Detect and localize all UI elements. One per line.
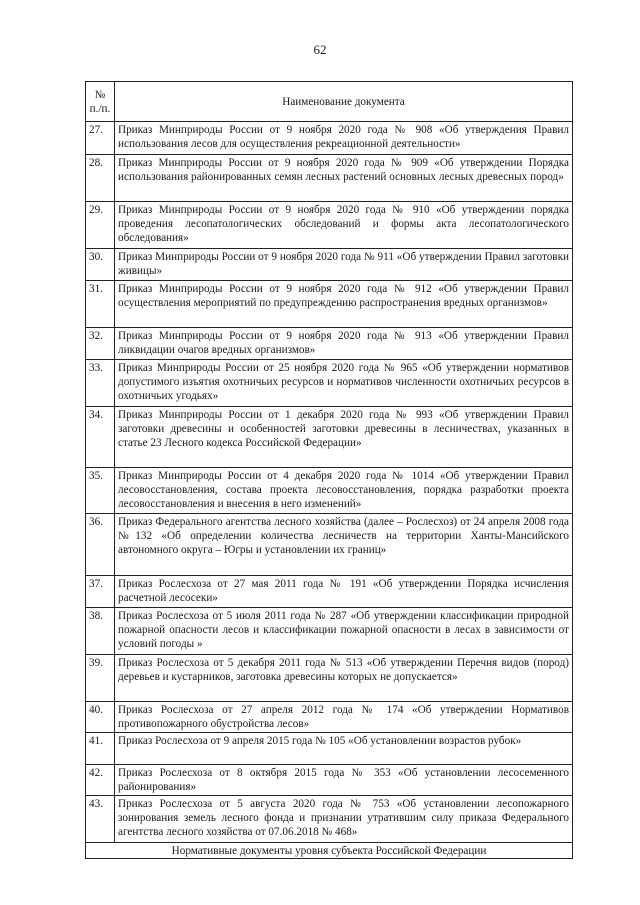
header-number: № п./п. xyxy=(86,82,115,122)
row-number: 35. xyxy=(86,468,115,514)
table-row xyxy=(86,249,573,281)
row-document: Приказ Минприроды России от 9 ноября 2020 года № 913 «Об утверждении Правил ликвидации очагов вредных организмов» xyxy=(115,328,573,360)
table-row xyxy=(86,328,573,360)
table-row xyxy=(86,608,573,655)
row-document: Приказ Рослесхоза от 8 октября 2015 года № 353 «Об установлении лесосеменного районирования» xyxy=(115,765,573,796)
table-footer-row xyxy=(86,843,573,859)
row-number: 42. xyxy=(86,765,115,796)
table-row xyxy=(86,122,573,155)
row-document: Приказ Минприроды России от 4 декабря 2020 года № 1014 «Об утверждении Правил лесовосстановления, состава проекта лесовосстановления, порядка разработки проекта лесовосстановления и внесения в него изменений» xyxy=(115,468,573,514)
row-number: 34. xyxy=(86,407,115,468)
table-row xyxy=(86,655,573,702)
table-row xyxy=(86,765,573,796)
table-row xyxy=(86,155,573,202)
row-document: Приказ Минприроды России от 9 ноября 2020 года № 908 «Об утверждения Правил использования лесов для осуществления рекреационной деятельности» xyxy=(115,122,573,155)
row-number: 43. xyxy=(86,796,115,843)
row-document: Приказ Минприроды России от 25 ноября 2020 года № 965 «Об утверждении нормативов допустимого изъятия охотничьих ресурсов и нормативов численности охотничьих ресурсов в охотничьих угодьях» xyxy=(115,360,573,407)
row-number: 38. xyxy=(86,608,115,655)
row-number: 27. xyxy=(86,122,115,155)
page-number: 62 xyxy=(313,42,327,57)
row-document: Приказ Рослесхоза от 9 апреля 2015 года № 105 «Об установлении возрастов рубок» xyxy=(115,733,573,765)
row-document: Приказ Минприроды России от 1 декабря 2020 года № 993 «Об утверждении Правил заготовки древесины и особенностей заготовки древесины в лесничествах, указанных в статье 23 Лесного кодекса Российской Федерации» xyxy=(115,407,573,468)
table-row xyxy=(86,702,573,733)
row-number: 32. xyxy=(86,328,115,360)
table-row xyxy=(86,468,573,514)
header-document-name: Наименование документа xyxy=(115,82,573,122)
table-row xyxy=(86,576,573,608)
row-number: 33. xyxy=(86,360,115,407)
row-number: 28. xyxy=(86,155,115,202)
table-row xyxy=(86,202,573,249)
row-number: 37. xyxy=(86,576,115,608)
row-number: 36. xyxy=(86,514,115,576)
documents-table xyxy=(85,81,573,859)
table-row xyxy=(86,281,573,328)
table-header-row xyxy=(86,82,573,122)
table-body xyxy=(86,122,573,859)
row-number: 30. xyxy=(86,249,115,281)
row-document: Приказ Федерального агентства лесного хозяйства (далее – Рослесхоз) от 24 апреля 2008 года №132 «Об определении количества лесничеств на территории Ханты-Мансийского автономного округа – Югры и установлении их границ» xyxy=(115,514,573,576)
row-document: Приказ Рослесхоза от 27 апреля 2012 года № 174 «Об утверждении Нормативов противопожарного обустройства лесов» xyxy=(115,702,573,733)
row-document: Приказ Минприроды России от 9 ноября 2020 года № 911 «Об утверждении Правил заготовки живицы» xyxy=(115,249,573,281)
row-number: 40. xyxy=(86,702,115,733)
table-row xyxy=(86,514,573,576)
section-footer: Нормативные документы уровня субъекта Российской Федерации xyxy=(86,843,573,859)
table-row xyxy=(86,360,573,407)
row-document: Приказ Минприроды России от 9 ноября 2020 года № 912 «Об утверждении Правил осуществления мероприятий по предупреждению распространения вредных организмов» xyxy=(115,281,573,328)
row-document: Приказ Минприроды России от 9 ноября 2020 года № 909 «Об утверждении Порядка использования районированных семян лесных растений основных лесных древесных пород» xyxy=(115,155,573,202)
table-row xyxy=(86,796,573,843)
row-number: 39. xyxy=(86,655,115,702)
row-document: Приказ Минприроды России от 9 ноября 2020 года № 910 «Об утверждении порядка проведения лесопатологических обследований и формы акта лесопатологического обследования» xyxy=(115,202,573,249)
row-number: 31. xyxy=(86,281,115,328)
row-document: Приказ Рослесхоза от 5 июля 2011 года № 287 «Об утверждении классификации природной пожарной опасности лесов и классификации пожарной опасности в лесах в зависимости от условий погоды » xyxy=(115,608,573,655)
row-number: 41. xyxy=(86,733,115,765)
row-document: Приказ Рослесхоза от 5 декабря 2011 года № 513 «Об утверждении Перечня видов (пород) деревьев и кустарников, заготовка древесины которых не допускается» xyxy=(115,655,573,702)
row-document: Приказ Рослесхоза от 27 мая 2011 года № 191 «Об утверждении Порядка исчисления расчетной лесосеки» xyxy=(115,576,573,608)
table-row xyxy=(86,407,573,468)
row-number: 29. xyxy=(86,202,115,249)
row-document: Приказ Рослесхоза от 5 августа 2020 года № 753 «Об установлении лесопожарного зонирования земель лесного фонда и признании утратившим силу приказа Федерального агентства лесного хозяйства от 07.06.2018 № 468» xyxy=(115,796,573,843)
table-row xyxy=(86,733,573,765)
